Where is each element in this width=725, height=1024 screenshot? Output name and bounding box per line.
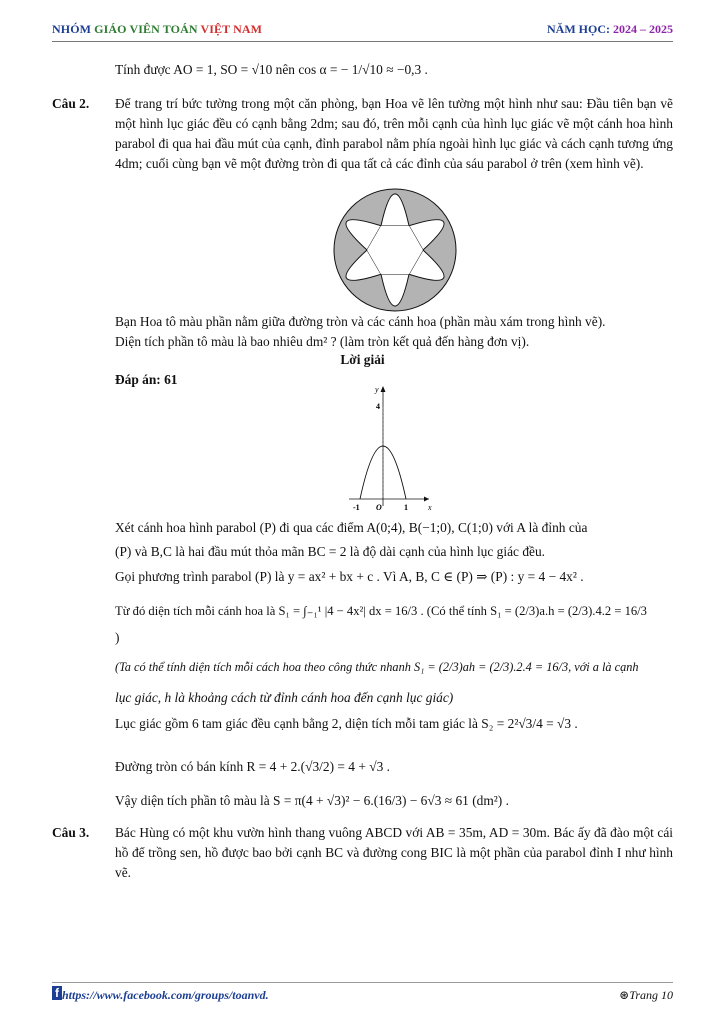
question-2-text: Để trang trí bức tường trong một căn phòng, bạn Hoa vẽ lên tường một hình như sau: Đầu tiên bạn vẽ một hình lục giác đều có cạnh bằng 2dm; sau đó, trên mỗi cạnh của hình lục giác vẽ một cánh hoa hình parabol đi qua hai đầu mút của cạnh, đỉnh parabol nằm phía ngoài hình lục giác và cách cạnh tương ứng 4dm; cuối cùng bạn vẽ một đường tròn đi qua tất cả các đỉnh của sáu parabol ở trên (xem hình vẽ). — [115, 96, 673, 171]
question-2-ask — [115, 312, 673, 352]
footer-page-number: ⊛Trang 10 — [619, 988, 673, 1002]
tick-1: 1 — [404, 503, 408, 512]
solution-line-3b: ) — [115, 630, 120, 645]
solution-line-3a: Từ đó diện tích mỗi cánh hoa là S₁ = ∫₋₁¹ |4 − 4x²| dx = 16/3 . (Có thể tính S₁ = (2/3)a.h = (2/3).4.2 = 16/3 — [115, 604, 647, 618]
solution-line-2: Gọi phương trình parabol (P) là y = ax² + bx + c . Vì A, B, C ∈ (P) ⇒ (P) : y = 4 − 4x² . — [115, 569, 584, 584]
tick-4: 4 — [376, 402, 380, 411]
header-text-3: VIỆT NAM — [200, 22, 263, 36]
question-3-text: Bác Hùng có một khu vườn hình thang vuông ABCD với AB = 35m, AD = 30m. Bác ấy đã đào một cái hồ để trồng sen, hồ được bao bởi cạnh BC và đường cong BIC là một phần của parabol đỉnh I như hình vẽ. — [115, 825, 673, 880]
prev-answer-line: Tính được AO = 1, SO = √10 nên cos α = − 1/√10 ≈ −0,3 . — [115, 62, 428, 77]
question-2-ask-line-1: Bạn Hoa tô màu phần nằm giữa đường tròn và các cánh hoa (phần màu xám trong hình vẽ). — [115, 314, 606, 329]
x-axis-arrow-icon — [424, 497, 429, 502]
header-rule — [52, 41, 673, 42]
header-text-1: NHÓM — [52, 22, 95, 36]
solution-heading: Lời giải — [340, 352, 385, 367]
tick-origin: O — [376, 503, 382, 512]
facebook-icon: f — [52, 986, 62, 1000]
footer-facebook-link[interactable]: https://www.facebook.com/groups/toanvd. — [62, 988, 269, 1002]
question-2-label: Câu 2. — [52, 96, 90, 111]
y-axis-label: y — [375, 385, 379, 394]
solution-line-4b: lục giác, h là khoảng cách từ đỉnh cánh hoa đến cạnh lục giác) — [115, 690, 454, 705]
x-axis-label: x — [428, 503, 432, 512]
solution-line-7: Vậy diện tích phần tô màu là S = π(4 + √3)² − 6.(16/3) − 6√3 ≈ 61 (dm²) . — [115, 793, 509, 808]
y-axis-arrow-icon — [381, 386, 386, 392]
header-group-name — [52, 22, 262, 37]
parabola-graph — [345, 380, 435, 512]
header-year-label: NĂM HỌC: — [547, 22, 613, 36]
solution-line-1b: (P) và B,C là hai đầu mút thỏa mãn BC = 2 là độ dài cạnh của hình lục giác đều. — [115, 544, 545, 559]
footer-rule — [52, 982, 673, 983]
header-school-year — [547, 22, 673, 37]
solution-line-5: Lục giác gồm 6 tam giác đều cạnh bằng 2, diện tích mỗi tam giác là S₂ = 2²√3/4 = √3 . — [115, 716, 578, 731]
flower-figure — [330, 187, 460, 313]
solution-line-4a: (Ta có thể tính diện tích mỗi cách hoa theo công thức nhanh S₁ = (2/3)ah = (2/3).2.4 = 16/3, với a là cạnh — [115, 660, 639, 674]
solution-line-1a: Xét cánh hoa hình parabol (P) đi qua các điểm A(0;4), B(−1;0), C(1;0) với A là đỉnh của — [115, 520, 588, 535]
answer-line: Đáp án: 61 — [115, 372, 178, 387]
header-text-2: GIÁO VIÊN TOÁN — [94, 22, 201, 36]
question-2-ask-line-2: Diện tích phần tô màu là bao nhiêu dm² ? (làm tròn kết quả đến hàng đơn vị). — [115, 334, 530, 349]
tick-minus-1: -1 — [353, 503, 360, 512]
header-year-value: 2024 – 2025 — [613, 22, 673, 36]
solution-line-6: Đường tròn có bán kính R = 4 + 2.(√3/2) = 4 + √3 . — [115, 759, 390, 774]
question-3-label: Câu 3. — [52, 825, 90, 840]
